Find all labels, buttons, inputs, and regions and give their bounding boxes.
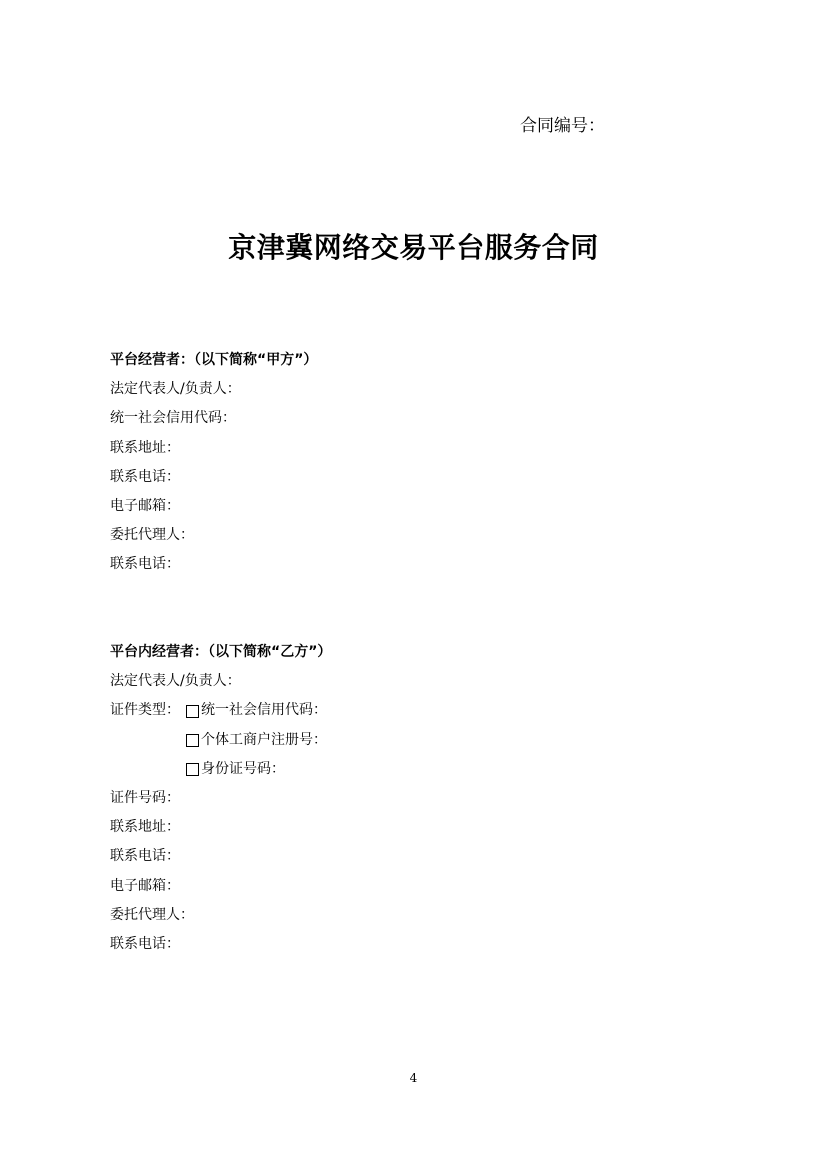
cert-option-business-reg[interactable] bbox=[186, 728, 327, 752]
cert-type-label: 证件类型： bbox=[110, 702, 180, 719]
party-a-phone-field: 联系电话： bbox=[110, 468, 180, 485]
party-b-address-field: 联系地址： bbox=[110, 819, 180, 836]
party-b-legal-rep-field: 法定代表人/负责人： bbox=[110, 673, 241, 690]
party-a-address-field: 联系地址： bbox=[110, 439, 180, 456]
party-a-agent-phone-field: 联系电话： bbox=[110, 556, 180, 573]
party-a-legal-rep-field: 法定代表人/负责人： bbox=[110, 381, 241, 398]
document-title: 京津冀网络交易平台服务合同 bbox=[228, 231, 599, 264]
party-b-heading: 平台内经营者：（以下简称“乙方”） bbox=[110, 644, 332, 660]
checkbox-icon[interactable] bbox=[186, 734, 199, 747]
party-b-cert-option-row bbox=[110, 757, 730, 786]
party-a-agent-field: 委托代理人： bbox=[110, 527, 194, 544]
contract-number-label: 合同编号： bbox=[520, 116, 605, 136]
cert-option-label: 统一社会信用代码： bbox=[201, 702, 327, 719]
cert-option-label: 个体工商户注册号： bbox=[201, 731, 327, 748]
party-a-email-field: 电子邮箱： bbox=[110, 497, 180, 514]
party-a-credit-code-field: 统一社会信用代码： bbox=[110, 410, 236, 427]
party-b-section bbox=[110, 640, 730, 961]
party-b-agent-phone-field: 联系电话： bbox=[110, 935, 180, 952]
party-a-heading: 平台经营者：（以下简称“甲方”） bbox=[110, 352, 318, 368]
party-b-email-field: 电子邮箱： bbox=[110, 877, 180, 894]
cert-option-credit-code[interactable] bbox=[186, 698, 327, 722]
party-b-phone-field: 联系电话： bbox=[110, 848, 180, 865]
party-b-cert-number-field: 证件号码： bbox=[110, 789, 180, 806]
party-a-section bbox=[110, 348, 730, 582]
party-b-cert-option-row bbox=[110, 728, 730, 757]
party-b-cert-type-row bbox=[110, 698, 730, 727]
party-b-agent-field: 委托代理人： bbox=[110, 906, 194, 923]
page-number: 4 bbox=[409, 1071, 418, 1085]
cert-option-label: 身份证号码： bbox=[201, 760, 285, 777]
checkbox-icon[interactable] bbox=[186, 763, 199, 776]
cert-option-id-card[interactable] bbox=[186, 757, 285, 781]
checkbox-icon[interactable] bbox=[186, 705, 199, 718]
